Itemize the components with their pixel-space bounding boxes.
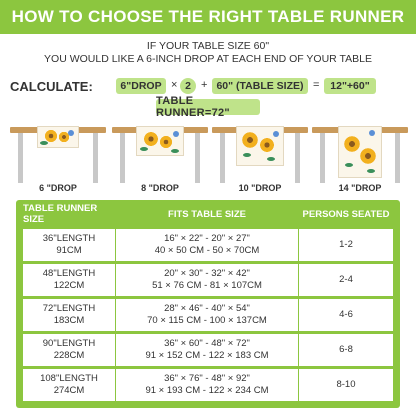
fits-inch: 36" × 76" - 48" × 92" [164,373,250,384]
sunflower [343,135,361,153]
length-inch: 108"LENGTH [40,373,98,384]
blue-flower [173,131,179,137]
runner-size-cell [23,334,116,366]
drop-illustration-8 [112,124,208,198]
sunflower [143,131,159,147]
table-leg [220,133,225,183]
size-table [16,200,400,408]
length-cm: 183CM [53,315,85,326]
drop-illustration-14 [312,124,408,198]
runner-image [236,126,284,166]
times-sign: × [171,79,178,91]
sunflower [241,131,259,149]
fits-table-cell [116,264,299,296]
intro-line-1: IF YOUR TABLE SIZE 60" [146,40,270,52]
table-leg [18,133,23,183]
length-inch: 48"LENGTH [42,268,96,279]
page-title: HOW TO CHOOSE THE RIGHT TABLE RUNNER [11,7,405,26]
persons-cell: 6-8 [339,344,353,355]
sunflower [359,147,377,165]
persons-cell: 2-4 [339,274,353,285]
header-persons: PERSONS SEATED [302,208,390,220]
persons-cell: 4-6 [339,309,353,320]
blue-flower [273,131,279,137]
persons-cell: 1-2 [339,239,353,250]
fits-inch: 16" × 22" - 20" × 27" [164,233,250,244]
title-banner [0,0,416,34]
length-inch: 72"LENGTH [42,303,96,314]
plus-sign: + [201,79,208,91]
header-runner-size: TABLE RUNNER SIZE [23,203,98,225]
runner-size-cell [23,369,116,401]
leaf [171,149,179,153]
multiplier-circle: 2 [180,78,196,94]
sunflower [159,135,173,149]
table-row [23,334,393,366]
fits-inch: 20" × 30" - 32" × 42" [164,268,250,279]
drop-label: 6 "DROP [39,183,77,193]
table-leg [395,133,400,183]
table-leg [120,133,125,183]
length-cm: 122CM [53,280,85,291]
drop-label: 8 "DROP [141,183,179,193]
runner-size-cell [23,264,116,296]
leaf [267,157,275,161]
fits-table-cell [116,299,299,331]
runner-image [136,126,184,156]
table-row [23,299,393,331]
leaf [140,147,148,151]
fits-table-cell [116,369,299,401]
drop-label: 10 "DROP [238,183,282,193]
fits-inch: 28" × 46" - 40" × 54" [164,303,250,314]
leaf [243,153,251,157]
fits-cm: 40 × 50 CM - 50 × 70CM [154,245,260,256]
runner-image [37,126,79,148]
sunflower [259,137,275,153]
table-leg [195,133,200,183]
table-row [23,369,393,401]
length-cm: 274CM [53,385,85,396]
leaf [367,169,375,173]
calculation-row [0,78,416,96]
fits-cm: 51 × 76 CM - 81 × 107CM [152,280,262,291]
drop-label: 14 "DROP [338,183,382,193]
blue-flower [369,130,375,136]
length-inch: 36"LENGTH [42,233,96,244]
table-size-pill: 60" (TABLE SIZE) [212,78,308,94]
drop-illustration-6 [10,124,106,198]
result-pill: 12"+60" [324,78,376,94]
table-row [23,264,393,296]
persons-cell: 8-10 [336,379,356,390]
fits-table-cell [116,334,299,366]
fits-cm: 91 × 152 CM - 122 × 183 CM [145,350,269,361]
runner-result-pill: TABLE RUNNER=72" [156,99,260,115]
equals-sign: = [313,79,320,91]
runner-size-cell [23,299,116,331]
leaf [40,141,48,145]
table-leg [320,133,325,183]
length-inch: 90"LENGTH [42,338,96,349]
table-leg [93,133,98,183]
fits-cm: 70 × 115 CM - 100 × 137CM [147,315,267,326]
table-leg [295,133,300,183]
drop-pill: 6"DROP [116,78,166,94]
fits-table-cell [116,229,299,261]
runner-image [338,126,382,178]
runner-size-cell [23,229,116,261]
length-cm: 91CM [56,245,82,256]
length-cm: 228CM [53,350,85,361]
leaf [345,163,353,167]
fits-inch: 36" × 60" - 48" × 72" [164,338,250,349]
intro-line-2: YOU WOULD LIKE A 6-INCH DROP AT EACH END OF YOUR TABLE [44,53,372,65]
calculate-label: CALCULATE: [10,79,93,94]
header-fits-table: FITS TABLE SIZE [168,208,246,220]
table-row [23,229,393,261]
drop-illustration-10 [212,124,308,198]
fits-cm: 91 × 193 CM - 122 × 234 CM [145,385,269,396]
blue-flower [68,130,74,136]
